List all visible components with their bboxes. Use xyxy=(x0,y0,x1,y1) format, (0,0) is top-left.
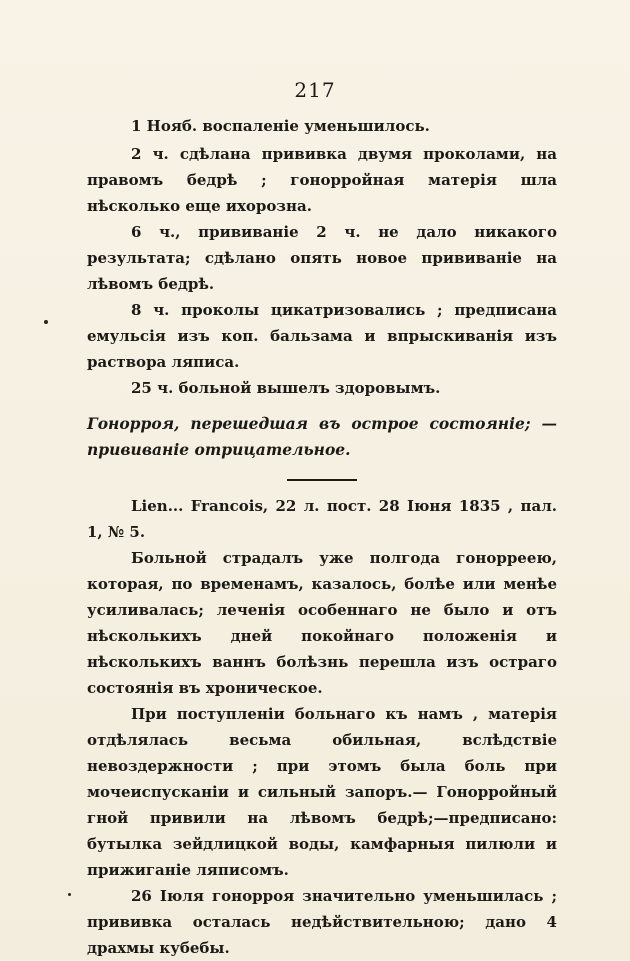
paragraph-nov-25: 25 ч. больной вышелъ здоровымъ. xyxy=(131,379,441,397)
paragraph-history: Больной страдалъ уже полгода гонорреею, которая, по временамъ, казалось, болѣе или менѣе усиливалась; леченія особеннаго не было и отъ нѣсколькихъ дней покойнаго положенія и нѣсколькихъ ваннъ болѣзнь перешла изъ остраго состоянія въ хроническое. xyxy=(87,548,557,697)
paragraph-admission: При поступленіи больнаго къ намъ , матерія отдѣлялась весьма обильная, вслѣдствіе невоздержности ; при этомъ была боль при мочеиспусканіи и сильный запоръ.— Гонорройный гной привили на лѣвомъ бедрѣ;—предписано: бутылка зейдлицкой воды, камфарныя пилюли и прижиганіе ляписомъ. xyxy=(87,704,557,879)
paragraph-nov-6: 6 ч., прививаніе 2 ч. не дало никакого результата; сдѣлано опять новое прививаніе на лѣвомъ бедрѣ. xyxy=(87,223,557,293)
page-text xyxy=(87,113,557,961)
paragraph-july-26: 26 Іюля гонорроя значительно уменьшилась ; прививка осталась недѣйствительною; дано 4 драхмы кубебы. xyxy=(87,886,557,957)
page-number: 217 xyxy=(294,78,336,102)
paragraph-nov-1: 1 Нояб. воспаленіе уменьшилось. xyxy=(131,117,430,135)
case-heading: Гонорроя, перешедшая въ острое состояніе; — прививаніе отрицательное. xyxy=(87,414,557,459)
case-header: Lien... Francois, 22 л. пост. 28 Іюня 1835 , пал. 1, № 5. xyxy=(87,496,557,541)
paragraph-nov-8: 8 ч. проколы цикатризовались ; предписана емульсія изъ коп. бальзама и впрыскиванія изъ раствора ляписа. xyxy=(87,301,557,371)
print-speck xyxy=(44,320,48,324)
paragraph-nov-2: 2 ч. сдѣлана прививка двумя проколами, на правомъ бедрѣ ; гонорройная матерія шла нѣсколько еще ихорозна. xyxy=(87,145,557,215)
print-speck xyxy=(68,893,71,896)
section-divider xyxy=(287,479,357,481)
